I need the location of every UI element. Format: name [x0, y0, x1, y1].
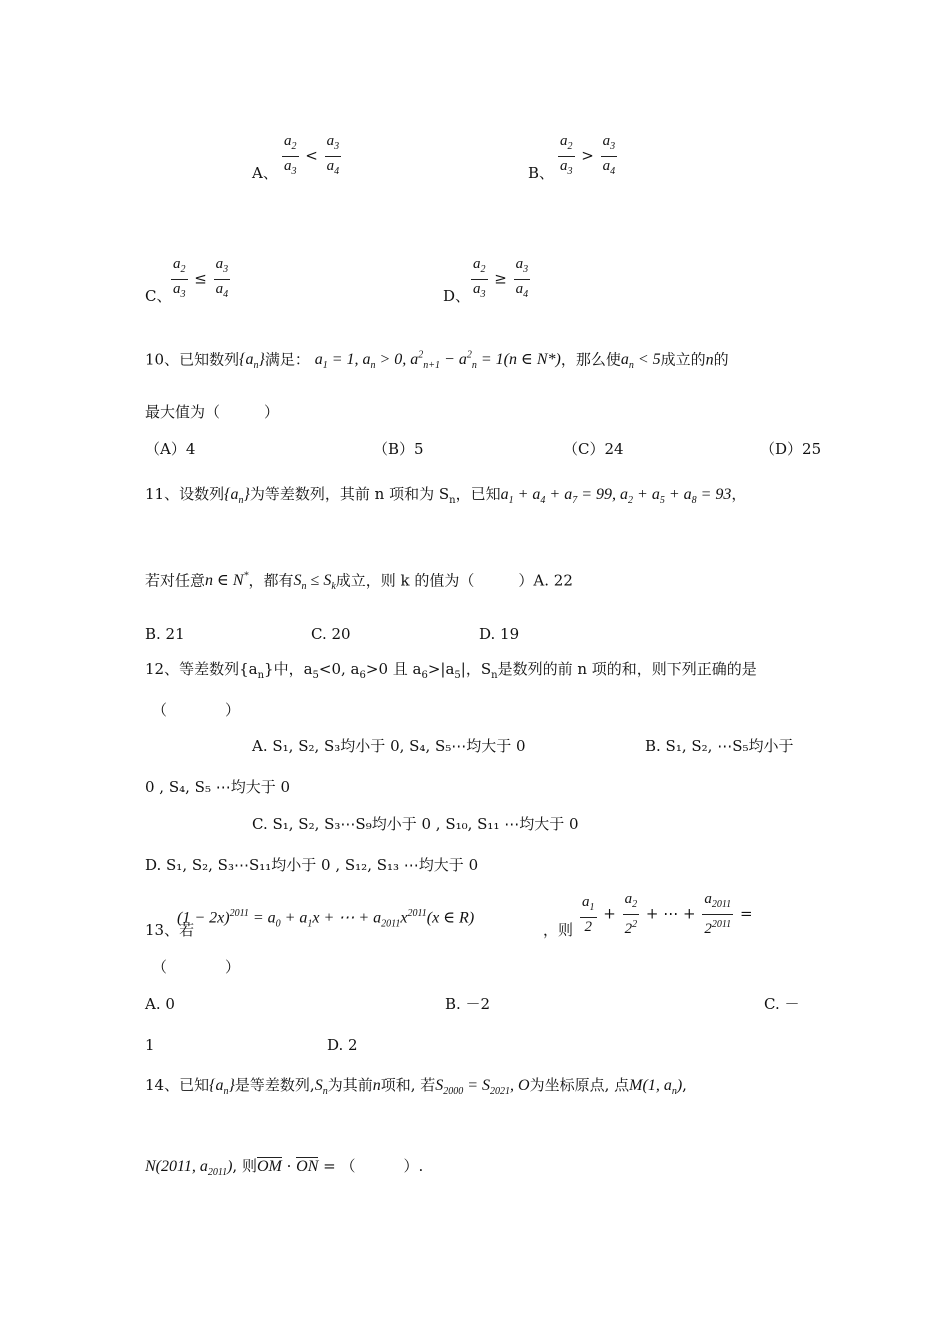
q12-option-d: D. S₁, S₂, S₃⋯S₁₁均小于 0 , S₁₂, S₁₃ ⋯均大于 0: [145, 856, 479, 874]
q12-option-c: C. S₁, S₂, S₃⋯S₉均小于 0 , S₁₀, S₁₁ ⋯均大于 0: [252, 815, 579, 833]
math-expansion: $(1 - 2x)^{2011} = a_0 + a_1x$ + ⋯ + $a_{2011}x^{2011}(x$ ∈ R): [177, 908, 475, 930]
q10-option-a: （A）4: [145, 440, 196, 458]
fraction: $\frac{a_2}{a_3}$: [284, 133, 297, 177]
q13-option-a: A. 0: [145, 995, 175, 1013]
fraction: $\frac{a_3}{a_4}$: [326, 133, 340, 177]
q11-stem-line2: 若对任意n ∈ N*，都有$S_n \le S_k$成立，则 k 的值为（ ）A. 22: [145, 571, 573, 593]
vector-om: OM: [256, 1158, 282, 1175]
q10-option-d: （D）25: [760, 440, 822, 458]
fraction: $\frac{a_3}{a_4}$: [515, 256, 529, 300]
q9-option-d-label: D、: [443, 287, 471, 305]
q13-option-d: D. 2: [327, 1036, 358, 1054]
q11-option-c: C. 20: [311, 625, 351, 643]
relation-symbol: ≤: [194, 269, 207, 288]
q10-option-c: （C）24: [563, 440, 624, 458]
q9-option-c-label: C、: [145, 287, 172, 305]
math-condition: $a_1 + a_4 + a_7 = 99$, $a_2 + a_5 + a_8 = 93$: [500, 486, 732, 507]
relation-symbol: ≥: [494, 269, 507, 288]
math-sequence: $\{a_n\}$: [239, 351, 265, 372]
q9-option-a-label: A、: [252, 164, 278, 182]
q12-option-b: B. S₁, S₂, ⋯S₅均小于: [645, 737, 794, 755]
q14-stem: 14、已知$\{a_n\}$是等差数列$,S_n$为其前n项和, 若$S_{2000} = S_{2021}$, O为坐标原点, 点M(1, $a_n$),: [145, 1076, 687, 1098]
q12-stem-line2: （ ）: [152, 701, 241, 719]
math-inequality: $a_n < 5$: [620, 351, 661, 372]
q11-stem: 11、设数列$\{a_n\}$为等差数列，其前 n 项和为 $S_n$，已知$a_1 + a_4 + a_7 = 99$, $a_2 + a_5 + a_8 = 93$，: [145, 485, 747, 507]
q12-option-a: A. S₁, S₂, S₃均小于 0, S₄, S₅⋯均大于 0: [252, 737, 526, 755]
q9-option-b-label: B、: [528, 164, 555, 182]
q13-option-c-cont: 1: [145, 1036, 155, 1054]
q12-stem: 12、等差数列$\{a_n\}$中，$a_5<0$, $a_6>0$ 且 $a_6>|a_5|$，$S_n$是数列的前 n 项的和，则下列正确的是: [145, 660, 757, 681]
fraction: $\frac{a_2}{a_3}$: [560, 133, 573, 177]
relation-symbol: <: [305, 146, 318, 165]
q14-stem-line2: N(2011, $a_{2011}$), 则OM · ON = （ ）.: [145, 1157, 424, 1179]
math-series: $\frac{a_1}{2}$ + $\frac{a_2}{2^2}$ + ⋯ + $\frac{a_{2011}}{2^{2011}}$ =: [582, 891, 753, 937]
q10-option-b: （B）5: [373, 440, 424, 458]
fraction: $\frac{a_2}{a_3}$: [473, 256, 486, 300]
fraction: $\frac{a_3}{a_4}$: [215, 256, 229, 300]
vector-on: ON: [296, 1158, 319, 1175]
q11-option-d: D. 19: [479, 625, 520, 643]
math-condition: $a_1 = 1$, $a_n > 0$, $a^2_{n+1} - a^2_n = 1(n$ ∈ N*): [314, 350, 561, 372]
fraction: $\frac{a_2}{a_3}$: [173, 256, 186, 300]
q13-option-c: C. －: [764, 995, 800, 1013]
q10-stem: 10、已知数列$\{a_n\}$满足： $a_1 = 1$, $a_n > 0$, $a^2_{n+1} - a^2_n = 1(n$ ∈ N*)，那么使$a_n < 5$成立的n的: [145, 350, 729, 372]
q11-option-b: B. 21: [145, 625, 185, 643]
q13-option-b: B. －2: [445, 995, 491, 1013]
relation-symbol: >: [581, 146, 594, 165]
fraction: $\frac{a_3}{a_4}$: [602, 133, 616, 177]
q12-option-b-cont: 0 , S₄, S₅ ⋯均大于 0: [145, 778, 291, 796]
q10-stem-line2: 最大值为（ ）: [145, 403, 280, 421]
q13-stem-line2: （ ）: [152, 958, 241, 976]
